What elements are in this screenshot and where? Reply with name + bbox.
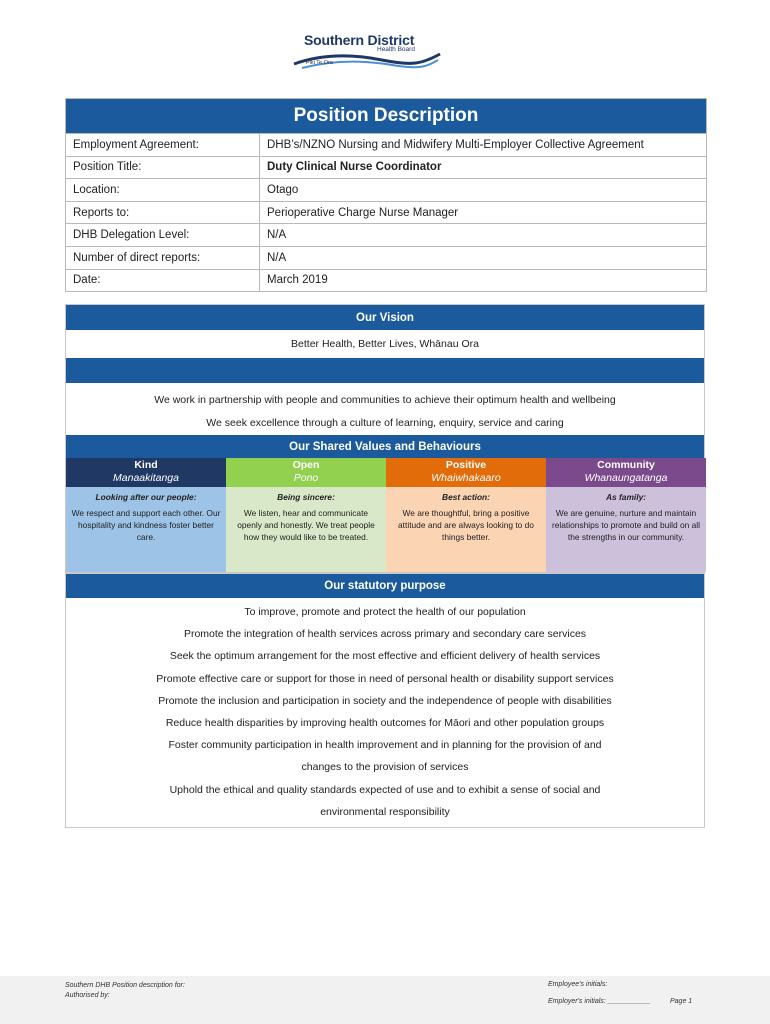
value-open <box>226 458 386 572</box>
value-header <box>66 458 226 487</box>
row-value: Perioperative Charge Nurse Manager <box>267 206 459 219</box>
footer-employer-initials: Employer's initials: ___________ <box>548 998 651 1005</box>
row-value: Otago <box>267 183 299 196</box>
logo-name: Southern District <box>304 32 415 48</box>
values-heading: Our Shared Values and Behaviours <box>66 435 704 458</box>
page-footer <box>0 976 770 1024</box>
value-title: Looking after our people: <box>95 492 197 502</box>
table-row <box>66 223 706 246</box>
table-row <box>66 201 706 224</box>
statutory-line: Seek the optimum arrangement for the most effective and efficient delivery of health services <box>169 650 601 663</box>
value-maori: Whaiwhakaaro <box>431 472 501 484</box>
value-name: Kind <box>134 459 158 471</box>
row-label: DHB Delegation Level: <box>66 224 260 246</box>
value-body <box>546 487 706 572</box>
table-row <box>66 246 706 269</box>
row-label: Reports to: <box>66 202 260 224</box>
value-header <box>386 458 546 487</box>
page-title: Position Description <box>66 99 706 133</box>
row-value: N/A <box>267 251 287 264</box>
value-maori: Manaakitanga <box>113 472 179 484</box>
value-body <box>386 487 546 572</box>
value-maori: Pono <box>293 472 319 484</box>
logo-subtitle: Health Board <box>377 46 415 53</box>
vision-divider-bar <box>66 358 704 383</box>
value-body <box>66 487 226 572</box>
values-grid <box>66 458 706 572</box>
table-row <box>66 178 706 201</box>
vision-statement: We work in partnership with people and communities to achieve their optimum health and wellbeing <box>154 394 616 406</box>
statutory-line: changes to the provision of services <box>301 761 469 774</box>
statutory-heading: Our statutory purpose <box>66 574 704 598</box>
value-name: Open <box>292 459 320 471</box>
statutory-line: Uphold the ethical and quality standards expected of use and to exhibit a sense of social and <box>169 783 601 796</box>
footer-authorised-by: Authorised by: <box>65 992 110 999</box>
value-body <box>226 487 386 572</box>
table-row <box>66 269 706 292</box>
footer-position-for: Southern DHB Position description for: <box>65 982 185 989</box>
page-number: Page 1 <box>670 998 693 1005</box>
row-label: Employment Agreement: <box>66 134 260 156</box>
value-community <box>546 458 706 572</box>
vision-statements <box>66 383 704 435</box>
row-value: DHB’s/NZNO Nursing and Midwifery Multi-Employer Collective Agreement <box>267 138 644 151</box>
southern-dhb-logo <box>292 30 442 72</box>
value-name: Community <box>597 459 655 471</box>
value-name: Positive <box>445 459 487 471</box>
value-positive <box>386 458 546 572</box>
value-title: Best action: <box>442 492 490 502</box>
value-text: We respect and support each other. Our hospitality and kindness foster better care. <box>71 508 221 542</box>
value-header <box>226 458 386 487</box>
row-label: Position Title: <box>66 157 260 179</box>
row-label: Location: <box>66 179 260 201</box>
footer-left <box>65 981 185 1001</box>
vision-values-section <box>65 304 705 573</box>
value-title: As family: <box>605 492 647 502</box>
statutory-line: Promote effective care or support for those in need of personal health or disability support services <box>156 672 614 685</box>
value-title: Being sincere: <box>277 492 335 502</box>
statutory-lines <box>66 598 704 827</box>
vision-heading: Our Vision <box>66 305 704 330</box>
value-text: We are thoughtful, bring a positive attitude and are always looking to do things better. <box>398 508 534 542</box>
row-value: N/A <box>267 229 287 242</box>
value-text: We listen, hear and communicate openly and honestly. We treat people how they would like to be treated. <box>237 508 375 542</box>
table-row <box>66 133 706 156</box>
statutory-line: Promote the inclusion and participation in society and the independence of people with disabilities <box>158 694 612 707</box>
statutory-line: environmental responsibility <box>320 805 450 818</box>
vision-text: Better Health, Better Lives, Whānau Ora <box>291 338 479 350</box>
row-label: Number of direct reports: <box>66 247 260 269</box>
position-title-value: Duty Clinical Nurse Coordinator <box>267 161 442 174</box>
vision-statement: We seek excellence through a culture of learning, enquiry, service and caring <box>206 417 564 429</box>
statutory-line: Reduce health disparities by improving health outcomes for Māori and other population groups <box>165 717 605 730</box>
row-value: March 2019 <box>267 274 328 287</box>
footer-employee-initials: Employee's initials: <box>548 981 608 988</box>
value-text: We are genuine, nurture and maintain relationships to promote and build on all the strengths in our community. <box>551 508 701 542</box>
value-kind <box>66 458 226 572</box>
value-maori: Whanaungatanga <box>584 472 668 484</box>
value-header <box>546 458 706 487</box>
statutory-line: Foster community participation in health improvement and in planning for the provision of and <box>168 739 602 752</box>
statutory-purpose-section <box>65 573 705 828</box>
logo-tagline: Piki Te Ora <box>306 60 333 66</box>
statutory-line: To improve, promote and protect the health of our population <box>244 606 526 618</box>
row-label: Date: <box>66 270 260 292</box>
table-row <box>66 156 706 179</box>
position-description-table <box>65 98 707 292</box>
statutory-line: Promote the integration of health services across primary and secondary care services <box>183 628 587 641</box>
